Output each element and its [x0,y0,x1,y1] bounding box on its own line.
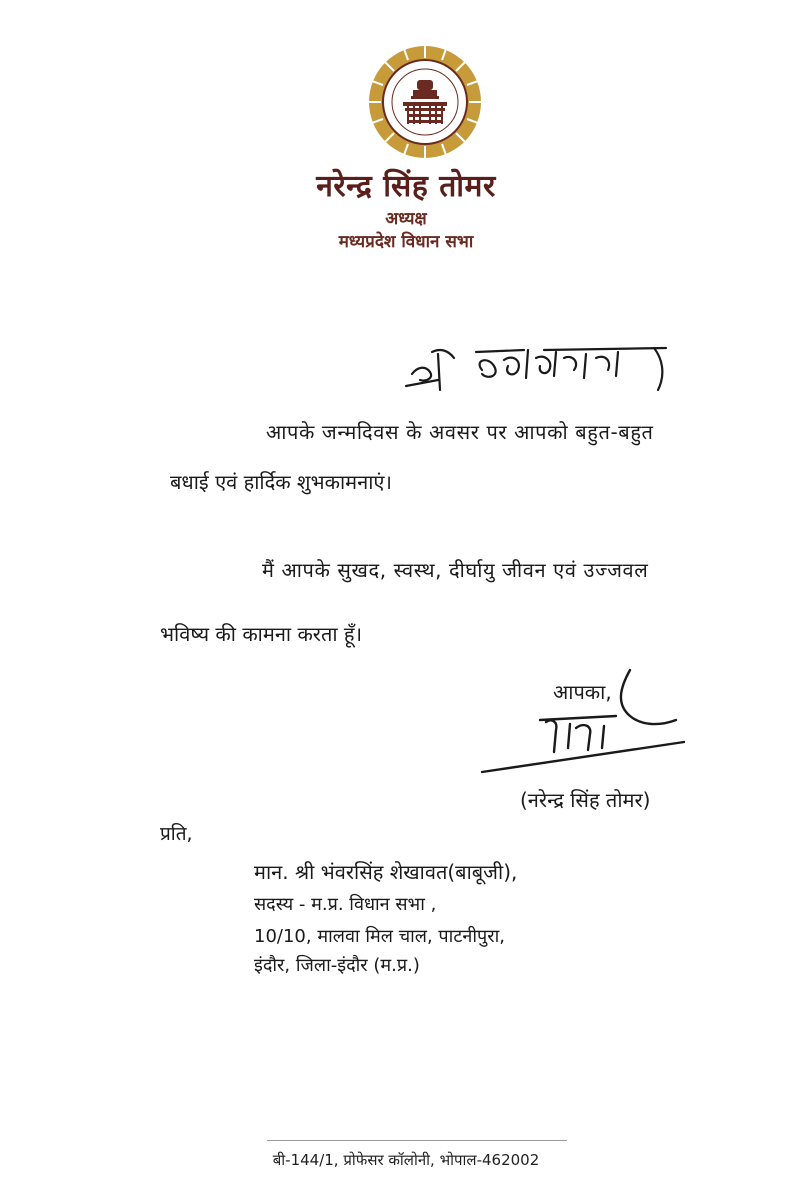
closing-yours: आपका, [553,680,612,704]
vidhan-sabha-emblem-icon [367,44,483,160]
recipient-designation: सदस्य - म.प्र. विधान सभा , [254,894,437,915]
recipient-label: प्रति, [160,823,193,845]
footer-divider [267,1140,567,1141]
handwritten-signature [480,668,690,798]
letterhead-organization: मध्यप्रदेश विधान सभा [338,232,474,252]
body-paragraph-1-line-2: बधाई एवं हार्दिक शुभकामनाएं। [170,470,393,494]
footer-address: बी-144/1, प्रोफेसर कॉलोनी, भोपाल-462002 [272,1151,540,1169]
handwritten-salutation [404,330,676,400]
body-paragraph-2-line-1: मैं आपके सुखद, स्वस्थ, दीर्घायु जीवन एवं उज्जवल [262,558,649,582]
letterhead-designation: अध्यक्ष [385,209,427,229]
recipient-city-line: इंदौर, जिला-इंदौर (म.प्र.) [254,955,420,976]
body-paragraph-2-line-2: भविष्य की कामना करता हूँ। [160,622,363,646]
recipient-address-line: 10/10, मालवा मिल चाल, पाटनीपुरा, [254,926,506,947]
signer-name: (नरेन्द्र सिंह तोमर) [520,788,651,812]
recipient-name: मान. श्री भंवरसिंह शेखावत(बाबूजी), [254,860,518,884]
letterhead-name: नरेन्द्र सिंह तोमर [316,169,496,204]
body-paragraph-1-line-1: आपके जन्मदिवस के अवसर पर आपको बहुत-बहुत [266,420,654,444]
